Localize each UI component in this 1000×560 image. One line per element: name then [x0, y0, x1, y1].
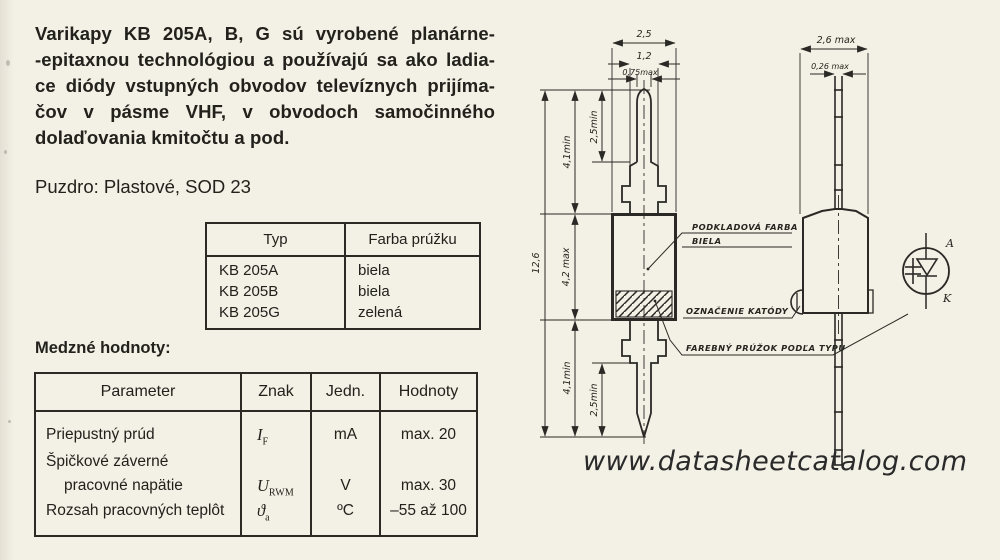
cathode-label: K [943, 292, 952, 305]
table-cell [257, 476, 294, 498]
table-cell: biela [358, 283, 390, 300]
package-drawing [500, 0, 1000, 500]
table-cell: mA [333, 426, 358, 443]
dim-label: 2,6 max [816, 35, 856, 46]
side-dimension-labels [811, 35, 856, 71]
scan-speck [4, 150, 7, 154]
dim-label: 12,6 [531, 252, 542, 274]
intro-line: čov v pásme VHF, v obvodoch samočinného [35, 101, 495, 122]
side-body [803, 209, 868, 313]
limits-table-body [36, 412, 476, 535]
dim-label: 2,5min [589, 110, 600, 144]
intro-line: -epitaxnou technológiou a používajú sa ako ladia- [35, 49, 495, 70]
type-color-table-header [207, 224, 479, 257]
typ-column [207, 257, 344, 328]
znak-column [240, 412, 310, 535]
dim-label: 0,26 max [811, 62, 849, 71]
table-cell: Rozsah pracovných teplôt [46, 502, 225, 519]
dim-label: 4,2 max [561, 247, 572, 287]
dim-label: 2,5min [589, 383, 600, 417]
col-header-znak: Znak [240, 374, 310, 410]
limits-table [34, 372, 478, 537]
callout-cathode-mark: OZNAČENIE KATÓDY [686, 306, 789, 316]
callout-base-color-line1: PODKLADOVÁ FARBA [692, 222, 798, 232]
table-cell: V [340, 477, 351, 494]
front-extension-lines [540, 48, 676, 437]
color-stripe-hatch [616, 291, 672, 317]
table-cell: max. 30 [400, 477, 457, 494]
type-color-table-body [207, 257, 479, 328]
col-header-hodnoty: Hodnoty [379, 374, 476, 410]
dim-label: 1,2 [636, 51, 652, 62]
table-cell: KB 205A [219, 262, 279, 279]
side-bottom-lead [834, 313, 843, 465]
symbol-base: I [257, 425, 263, 444]
symbol-sub: F [262, 436, 269, 448]
side-top-lead [834, 76, 843, 209]
symbol-sub: RWM [268, 487, 294, 499]
anode-label: A [946, 237, 954, 250]
scan-speck [6, 60, 10, 66]
scan-speck [8, 420, 11, 423]
intro-line: dolaďovania kmitočtu a pod. [35, 127, 290, 148]
table-cell: KB 205G [219, 304, 280, 321]
intro-line: ce diódy vstupných obvodov televíznych prijíma- [35, 75, 495, 96]
type-color-table [205, 222, 481, 330]
col-header-farba: Farba prúžku [344, 224, 479, 255]
limits-heading: Medzné hodnoty: [35, 339, 171, 357]
varicap-symbol [903, 233, 954, 309]
farba-column [344, 257, 479, 328]
table-cell: ºC [337, 502, 354, 519]
col-header-parameter: Parameter [100, 383, 176, 400]
symbol-base: ϑ [257, 501, 266, 520]
table-cell: zelená [358, 304, 403, 321]
symbol-base: U [257, 476, 269, 495]
front-dimension-labels [531, 29, 658, 417]
intro-line: Varikapy KB 205A, B, G sú vyrobené planárne- [35, 23, 495, 44]
hodnoty-column [379, 412, 476, 535]
dim-label: 0,75max [622, 68, 658, 77]
side-stripe-edge [869, 290, 873, 313]
table-cell: Špičkové záverné [46, 453, 169, 470]
table-cell: Priepustný prúd [46, 426, 155, 443]
callout-stripe: FAREBNÝ PRÚŽOK PODĽA TYPU [686, 343, 846, 353]
table-cell: KB 205B [219, 283, 279, 300]
dim-label: 4,1min [562, 135, 573, 169]
table-cell: pracovné napätie [64, 477, 183, 494]
parameter-column [36, 412, 240, 535]
intro-paragraph [35, 21, 495, 151]
callout-base-color-line2: BIELA [692, 236, 722, 246]
dim-label: 2,5 [636, 29, 652, 40]
col-header-jedn: Jedn. [310, 374, 379, 410]
table-cell: biela [358, 262, 390, 279]
watermark: www.datasheetcatalog.com [583, 446, 968, 477]
table-cell: –55 až 100 [390, 502, 467, 519]
table-cell [257, 425, 268, 447]
symbol-sub: a [265, 512, 270, 524]
scan-edge-shade [0, 0, 14, 560]
table-cell: max. 20 [400, 426, 457, 443]
jedn-column [310, 412, 379, 535]
limits-table-header [36, 374, 476, 412]
table-cell [257, 501, 270, 523]
front-view [531, 29, 680, 448]
col-header-typ: Typ [263, 231, 288, 248]
dim-label: 4,1min [562, 361, 573, 395]
side-view [791, 35, 873, 465]
package-line: Puzdro: Plastové, SOD 23 [35, 176, 251, 197]
